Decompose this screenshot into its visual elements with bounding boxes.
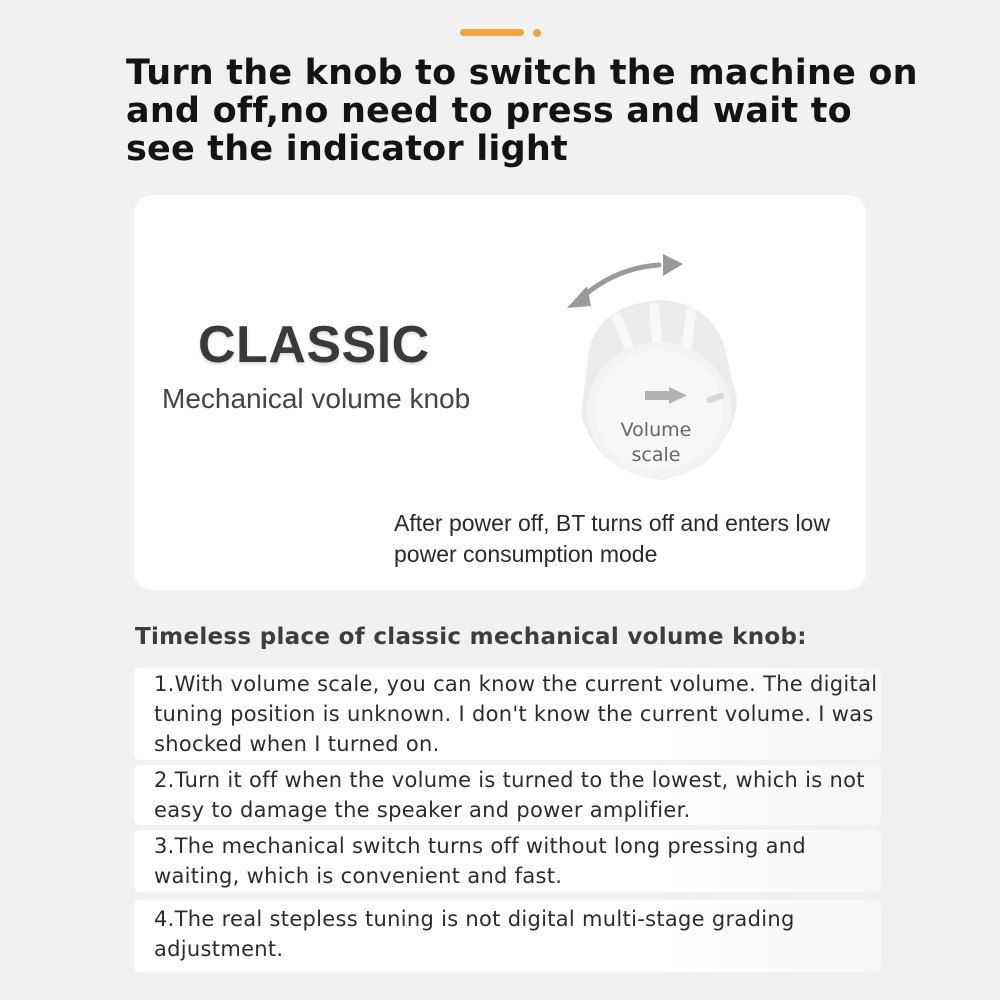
section-heading: Timeless place of classic mechanical volume knob: [135,624,807,650]
classic-title: CLASSIC [198,316,430,374]
decorative-dot [533,29,541,37]
page-headline: Turn the knob to switch the machine on and off,no need to press and wait to see the indicator light [126,53,918,169]
knob-label-line2: scale [631,444,681,466]
feature-item-1: 1.With volume scale, you can know the current volume. The digital tuning position is unknown. I don't know the current volume. I was shocked when I turned on. [134,668,881,760]
feature-item-3: 3.The mechanical switch turns off without long pressing and waiting, which is convenient and fast. [134,830,881,892]
knob-volume-label [596,418,716,468]
rotate-arrow-icon [567,254,683,308]
feature-item-4: 4.The real stepless tuning is not digital multi-stage grading adjustment. [134,900,881,972]
knob-label-line1: Volume [620,419,692,441]
decorative-dash [460,29,524,36]
classic-subtitle: Mechanical volume knob [162,383,471,414]
power-off-note: After power off, BT turns off and enters low power consumption mode [394,510,830,567]
knob-feature-card [134,195,866,590]
feature-item-2: 2.Turn it off when the volume is turned to the lowest, which is not easy to damage the speaker and power amplifier. [134,765,881,825]
